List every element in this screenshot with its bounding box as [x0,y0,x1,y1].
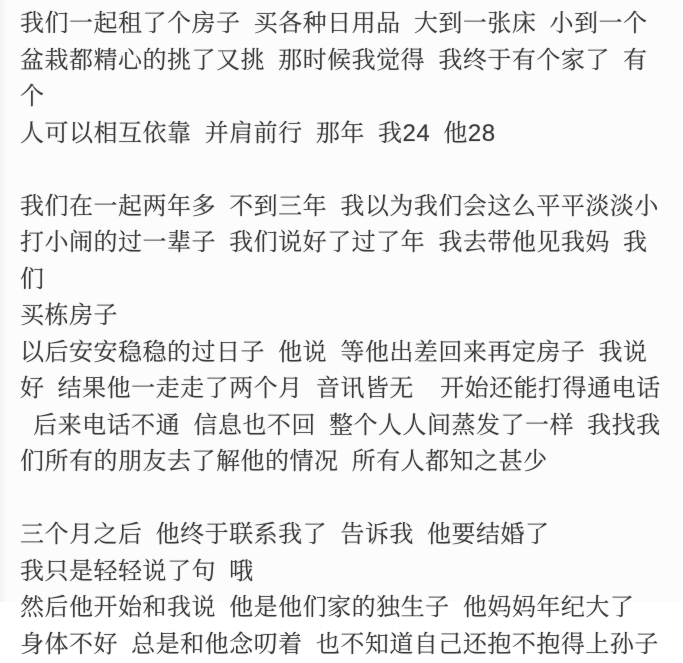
story-text [20,6,669,663]
paragraph-2 [20,189,669,481]
text-line: 们所有的朋友去了解他的情况 所有人都知之甚少 [20,444,669,481]
text-line: 我们在一起两年多 不到三年 我以为我们会这么平平淡淡小 [20,189,669,226]
text-line: 买栋房子 [20,298,669,335]
text-line: 盆栽都精心的挑了又挑 那时候我觉得 我终于有个家了 有个 [20,43,669,116]
text-line: 以后安安稳稳的过日子 他说 等他出差回来再定房子 我说 [20,335,669,372]
text-line: 好 结果他一走走了两个月 音讯皆无 开始还能打得通电话 [20,371,669,408]
text-line: 三个月之后 他终于联系我了 告诉我 他要结婚了 [20,517,669,554]
text-line: 然后他开始和我说 他是他们家的独生子 他妈妈年纪大了 [20,590,669,627]
paragraph-3 [20,517,669,663]
text-line: 身体不好 总是和他念叨着 也不知道自己还抱不抱得上孙子 [20,627,669,663]
paragraph-1 [20,6,669,152]
text-line: 我只是轻轻说了句 哦 [20,554,669,591]
text-line: 我们一起租了个房子 买各种日用品 大到一张床 小到一个 [20,6,669,43]
text-line: 人可以相互依靠 并肩前行 那年 我24 他28 [20,116,669,153]
text-line: 后来电话不通 信息也不回 整个人人间蒸发了一样 我找我 [20,408,669,445]
text-line: 打小闹的过一辈子 我们说好了过了年 我去带他见我妈 我们 [20,225,669,298]
